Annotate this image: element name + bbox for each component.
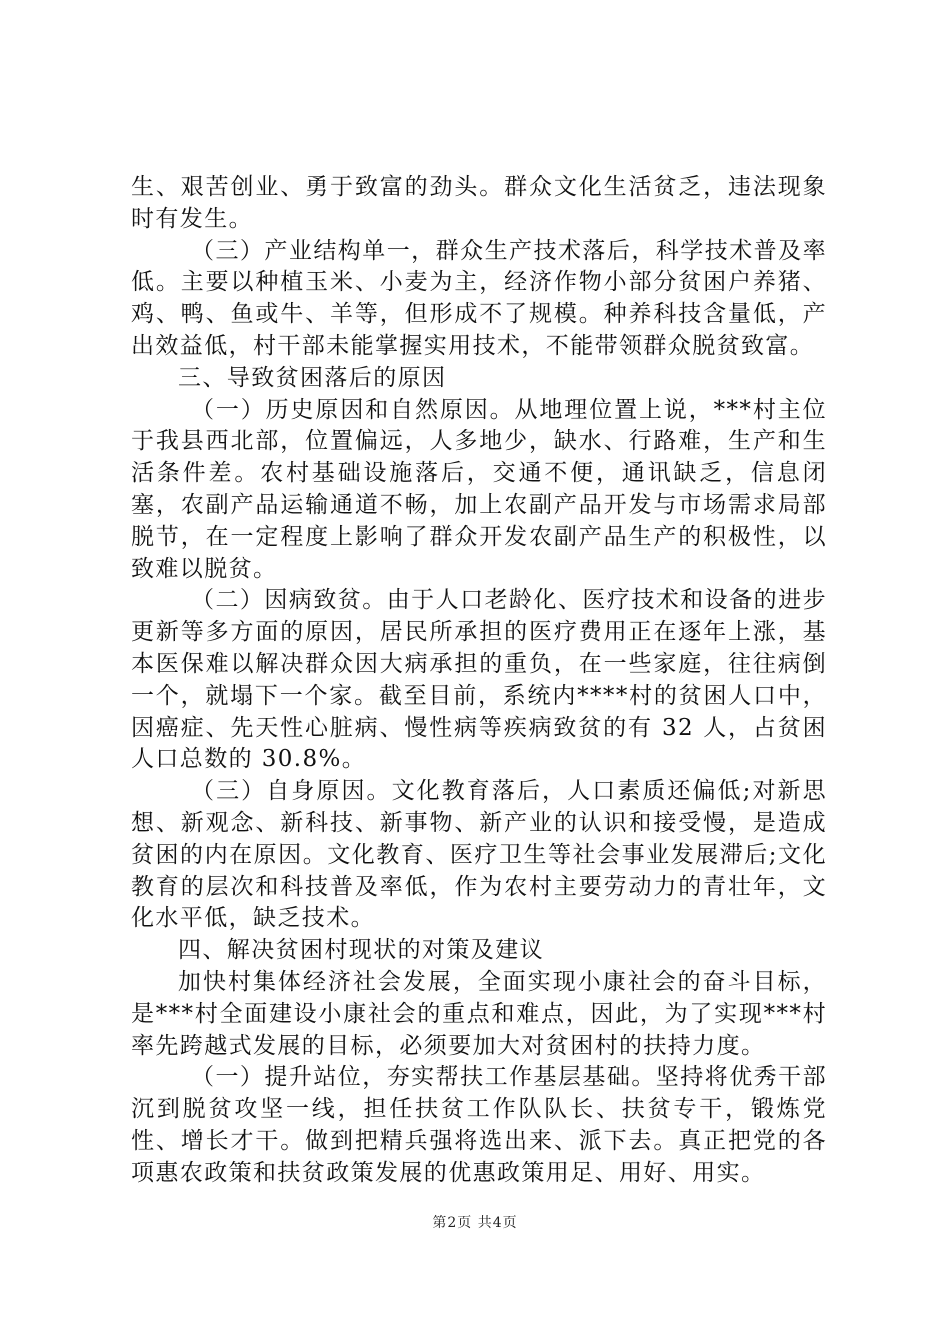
paragraph-development-goal: 加快村集体经济社会发展，全面实现小康社会的奋斗目标，是***村全面建设小康社会的重点和难点，因此，为了实现***村率先跨越式发展的目标，必须要加大对贫困村的扶持力度。 — [131, 968, 827, 1059]
paragraph-improve-position: （一）提升站位，夯实帮扶工作基层基础。坚持将优秀干部沉到脱贫攻坚一线，担任扶贫工作队队长、扶贫专干，锻炼党性、增长才干。做到把精兵强将选出来、派下去。真正把党的各项惠农政策和扶贫政策发展的优惠政策用足、用好、用实。 — [131, 1064, 827, 1186]
paragraph-industry-structure: （三）产业结构单一，群众生产技术落后，科学技术普及率低。主要以种植玉米、小麦为主，经济作物小部分贫困户养猪、鸡、鸭、鱼或牛、羊等，但形成不了规模。种养科技含量低，产出效益低，村干部未能掌握实用技术，不能带领群众脱贫致富。 — [131, 237, 827, 359]
paragraph-continuation: 生、艰苦创业、勇于致富的劲头。群众文化生活贫乏，违法现象时有发生。 — [131, 174, 827, 232]
document-body — [131, 172, 827, 1190]
section-heading-causes: 三、导致贫困落后的原因 — [178, 364, 447, 391]
paragraph-self-causes: （三）自身原因。文化教育落后，人口素质还偏低;对新思想、新观念、新科技、新事物、新产业的认识和接受慢，是造成贫困的内在原因。文化教育、医疗卫生等社会事业发展滞后;文化教育的层次和科技普及率低，作为农村主要劳动力的青壮年，文化水平低，缺乏技术。 — [131, 778, 827, 932]
page-footer: 第2页 共4页 — [432, 1215, 518, 1231]
section-heading-countermeasures: 四、解决贫困村现状的对策及建议 — [178, 937, 544, 964]
paragraph-illness-poverty: （二）因病致贫。由于人口老龄化、医疗技术和设备的进步更新等多方面的原因，居民所承担的医疗费用正在逐年上涨，基本医保难以解决群众因大病承担的重负，在一些家庭，往往病倒一个，就塌下一个家。截至目前，系统内****村的贫困人口中，因癌症、先天性心脏病、慢性病等疾病致贫的有 32 人，占贫困人口总数的 30.8%。 — [131, 587, 827, 773]
paragraph-historical-causes: （一）历史原因和自然原因。从地理位置上说，***村主位于我县西北部，位置偏远，人多地少，缺水、行路难，生产和生活条件差。农村基础设施落后，交通不便，通讯缺乏，信息闭塞，农副产品运输通道不畅，加上农副产品开发与市场需求局部脱节，在一定程度上影响了群众开发农副产品生产的积极性，以致难以脱贫。 — [131, 396, 827, 582]
